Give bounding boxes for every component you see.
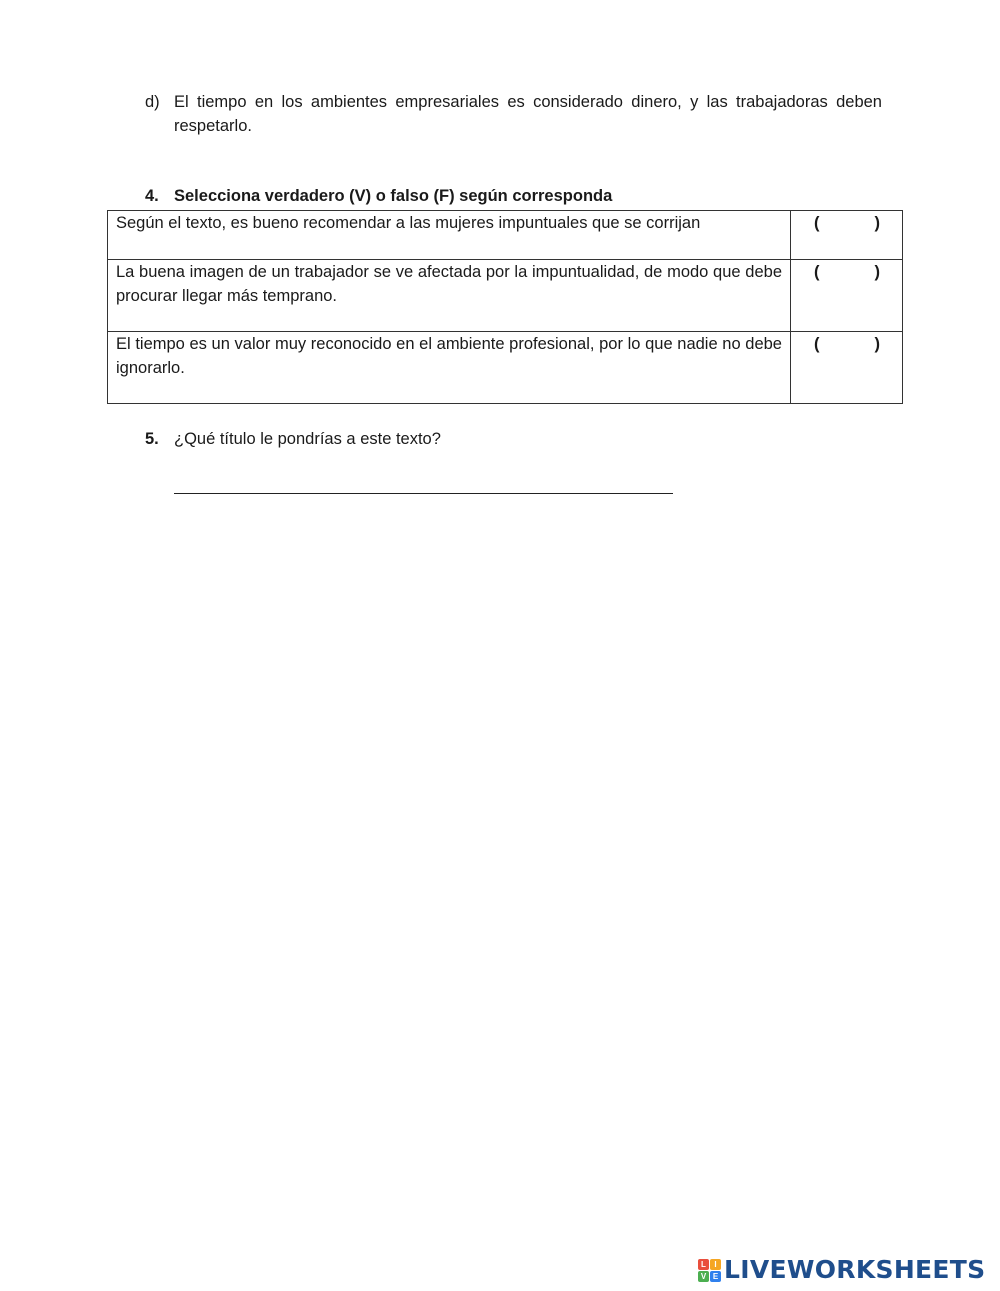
- close-paren: ): [874, 263, 880, 281]
- true-false-table: [107, 210, 903, 404]
- answer-line[interactable]: [174, 493, 673, 494]
- question-4-heading: [145, 185, 612, 207]
- liveworksheets-wordmark: LIVEWORKSHEETS: [724, 1255, 986, 1284]
- table-row: [108, 211, 903, 260]
- question-5-number: 5.: [145, 430, 159, 448]
- statement-cell: La buena imagen de un trabajador se ve afectada por la impuntualidad, de modo que debe procurar llegar más temprano.: [108, 260, 791, 332]
- question-4-title: Selecciona verdadero (V) o falso (F) según corresponda: [174, 187, 613, 205]
- logo-letter-v: V: [698, 1271, 709, 1282]
- question-5: [145, 427, 441, 451]
- item-d-marker: d): [145, 93, 160, 111]
- logo-letter-l: L: [698, 1259, 709, 1270]
- table-row: [108, 332, 903, 404]
- open-paren: (: [814, 214, 820, 232]
- open-paren: (: [814, 263, 820, 281]
- close-paren: ): [874, 214, 880, 232]
- question-5-text: ¿Qué título le pondrías a este texto?: [174, 430, 441, 448]
- liveworksheets-logo[interactable]: [698, 1254, 985, 1286]
- item-d-text: El tiempo en los ambientes empresariales es considerado dinero, y las trabajadoras deben respetarlo.: [174, 93, 882, 135]
- logo-letter-e: E: [710, 1271, 721, 1282]
- table-row: [108, 260, 903, 332]
- answer-cell[interactable]: [791, 260, 903, 332]
- statement-cell: Según el texto, es bueno recomendar a las mujeres impuntuales que se corrijan: [108, 211, 791, 260]
- answer-cell[interactable]: [791, 332, 903, 404]
- close-paren: ): [874, 335, 880, 353]
- liveworksheets-icon: [698, 1259, 721, 1282]
- answer-cell[interactable]: [791, 211, 903, 260]
- logo-letter-i: I: [710, 1259, 721, 1270]
- question-4-number: 4.: [145, 187, 159, 205]
- open-paren: (: [814, 335, 820, 353]
- statement-cell: El tiempo es un valor muy reconocido en el ambiente profesional, por lo que nadie no debe ignorarlo.: [108, 332, 791, 404]
- item-d: [145, 90, 882, 138]
